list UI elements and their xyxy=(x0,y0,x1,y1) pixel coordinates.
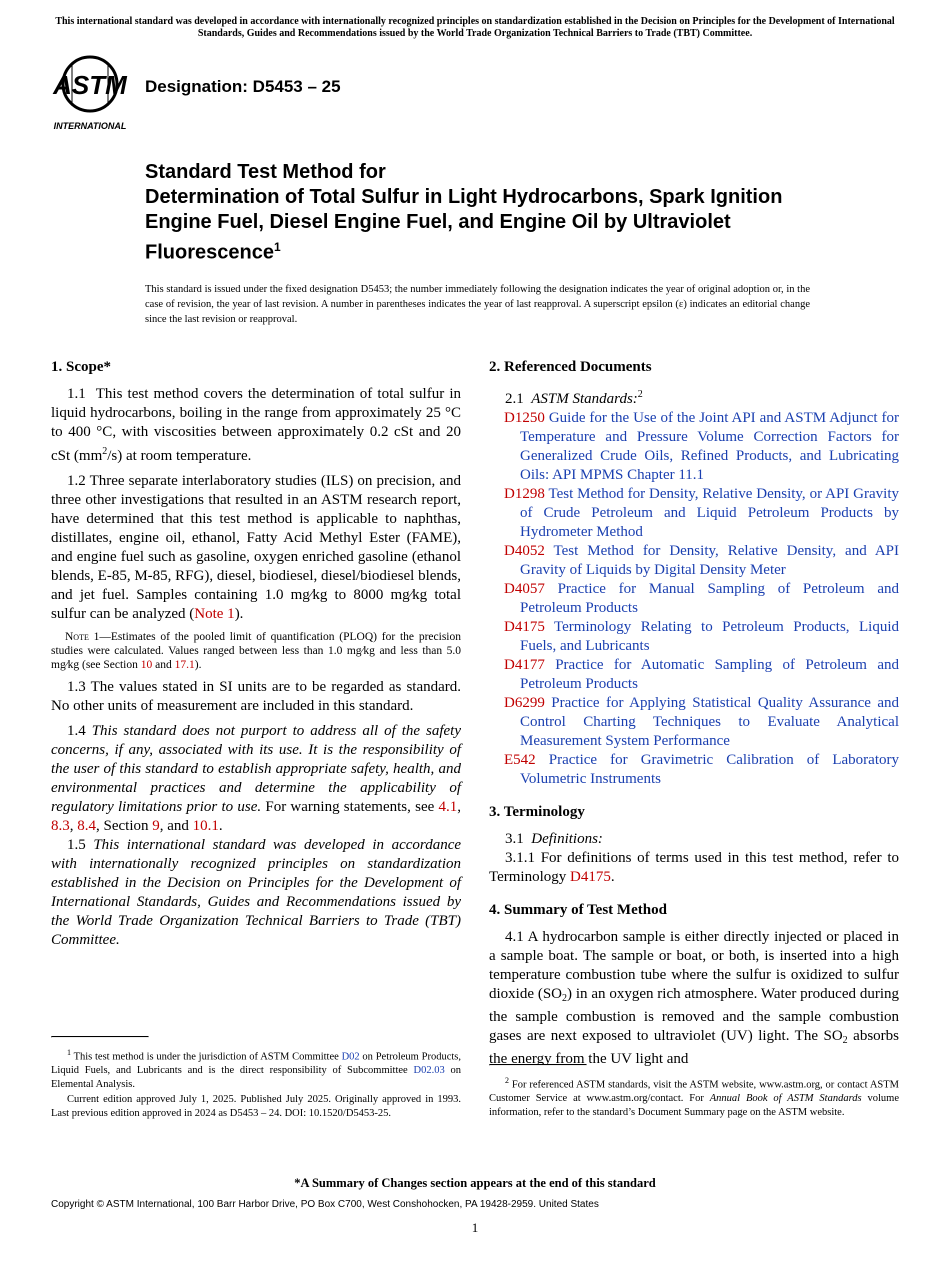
section-heading-terminology: 3. Terminology xyxy=(489,804,585,820)
top-notice: This international standard was developed in accordance with internationally recognized principles on standardization established in the Decision on Principles for the Development of International Standards, Guides and Recommendations issued by the World Trade Organization Technical Barriers to Trade (TBT) Committee. xyxy=(55,16,895,39)
d4175-link[interactable]: D4175 xyxy=(570,869,611,885)
note-label: Note xyxy=(65,631,89,643)
designation: Designation: D5453 – 25 xyxy=(145,77,341,96)
footnote-mark: 1 xyxy=(67,1048,71,1057)
astm-logo-icon xyxy=(52,54,136,132)
document-code-link[interactable]: D4052 xyxy=(504,543,545,559)
section-heading-scope: 1. Scope* xyxy=(51,359,111,375)
footnote-mark: 2 xyxy=(505,1076,509,1085)
subsection-3-1 xyxy=(489,830,899,849)
title-main-text: Determination of Total Sulfur in Light Hydrocarbons, Spark Ignition Engine Fuel, Diesel Engine Fuel, and Engine Oil by Ultraviolet Fluorescence xyxy=(145,186,783,264)
section-heading-referenced-documents: 2. Referenced Documents xyxy=(489,359,652,375)
section-4-1-link[interactable]: 4.1 xyxy=(438,799,458,815)
referenced-document xyxy=(489,542,899,580)
footnote-rule xyxy=(489,1064,587,1066)
logo-text: INTERNATIONAL xyxy=(53,121,127,131)
para-number: 1.5 xyxy=(67,837,86,853)
footnote-italic-text: Annual Book of ASTM Standards xyxy=(709,1093,862,1104)
para-text: For warning statements, see xyxy=(261,799,439,815)
section-heading-summary: 4. Summary of Test Method xyxy=(489,902,667,918)
para-number: 1.1 xyxy=(67,386,86,402)
page-number: 1 xyxy=(471,1220,479,1235)
para-text: ) in an oxygen rich atmosphere. Water produced during the sample combustion is removed and the sample combustion gases are next exposed to ultraviolet (UV) light. The SO xyxy=(489,986,899,1044)
footnote-text: This test method is under the jurisdiction of ASTM Committee xyxy=(73,1051,342,1063)
title-footnote-mark: 1 xyxy=(273,240,281,254)
paragraph-1-5 xyxy=(51,836,461,950)
summary-of-changes-note: *A Summary of Changes section appears at the end of this standard xyxy=(294,1176,656,1190)
section-8-4-link[interactable]: 8.4 xyxy=(77,818,96,834)
referenced-document xyxy=(489,580,899,618)
subscript: 2 xyxy=(842,1035,848,1046)
footnote-text: on Petroleum Products, Liquid Fuels, and Lubricants and is the direct responsibility of Subcommittee xyxy=(51,1051,461,1076)
para-number: 3.1 xyxy=(505,831,524,847)
section-9-link[interactable]: 9 xyxy=(152,818,160,834)
footnote-mark: 2 xyxy=(637,389,643,400)
title-line1: Standard Test Method for xyxy=(145,161,386,183)
section-10-1-link[interactable]: 10.1 xyxy=(192,818,219,834)
para-text: A hydrocarbon sample is either directly injected or placed in a sample boat. The sample or boat, or both, is inserted into a high temperature combustion tube where the sulfur is oxidized to sulfur dioxide (SO xyxy=(489,929,899,1002)
note-text: and xyxy=(152,659,175,671)
para-number: 1.4 xyxy=(67,723,86,739)
document-title-link[interactable]: Test Method for Density, Relative Density, and API Gravity of Liquids by Digital Density Meter xyxy=(520,543,899,578)
astm-logo xyxy=(52,54,136,132)
referenced-document xyxy=(489,485,899,542)
subsection-label: Definitions: xyxy=(531,831,603,847)
issuance-statement: This standard is issued under the fixed designation D5453; the number immediately following the designation indicates the year of original adoption or, in the case of revision, the year of last revision. A number in parentheses indicates the year of last reapproval. A superscript epsilon (ε) indicates an editorial change since the last revision or reapproval. xyxy=(145,284,810,325)
document-code-link[interactable]: D4177 xyxy=(504,657,545,673)
referenced-document xyxy=(489,618,899,656)
document-code-link[interactable]: D1298 xyxy=(504,486,545,502)
para-text: , and xyxy=(159,818,193,834)
document-title-link[interactable]: Practice for Manual Sampling of Petroleum and Petroleum Products xyxy=(520,581,899,616)
superscript: 2 xyxy=(102,446,108,457)
title-main xyxy=(145,185,845,266)
para-number: 4.1 xyxy=(505,929,524,945)
paragraph-4-1 xyxy=(489,928,899,1069)
footnote-text: volume information, refer to the standard’s Document Summary page on the ASTM website. xyxy=(489,1093,900,1118)
footnote-approval: Current edition approved July 1, 2025. Published July 2025. Originally approved in 1993. Last previous edition approved in 2024 as D5453 – 24. DOI: 10.1520/D5453-25. xyxy=(51,1094,461,1119)
subscript: 2 xyxy=(562,993,567,1004)
document-title-link[interactable]: Practice for Automatic Sampling of Petroleum and Petroleum Products xyxy=(520,657,899,692)
para-text: This test method covers the determination of total sulfur in liquid hydrocarbons, boiling in the range from approximately 25 °C to 400 °C, with viscosities between approximately 0.2 cSt and 20 cSt (mm xyxy=(51,386,462,464)
para-number: 3.1.1 xyxy=(505,850,535,866)
document-title xyxy=(145,160,845,266)
committee-d02-link[interactable]: D02 xyxy=(341,1051,360,1063)
referenced-document xyxy=(489,751,899,789)
note-1 xyxy=(51,630,461,672)
paragraph-3-1-1 xyxy=(489,849,899,887)
paragraph-1-3 xyxy=(51,678,461,716)
section-17-1-link[interactable]: 17.1 xyxy=(174,659,195,671)
para-text: absorbs the energy from the UV light and xyxy=(489,1028,899,1067)
note-1-link[interactable]: Note 1 xyxy=(194,606,235,622)
document-code-link[interactable]: E542 xyxy=(504,752,536,768)
para-number: 2.1 xyxy=(505,391,524,407)
para-text: /s) at room temperature. xyxy=(107,448,252,464)
paragraph-1-4: 1.4 This standard does not purport to address all of the safety concerns, if any, associated with its use. It is the responsibility of the user of this standard to establish appropriate safety, health, and environmental practices and determine the applicability of regulatory limitations prior to use. For warning statements, see 4.1, 8.3, 8.4, Section 9, and 10.1. xyxy=(51,723,462,834)
referenced-document xyxy=(489,656,899,694)
document-code-link[interactable]: D4175 xyxy=(504,619,545,635)
footnote-text: on Elemental Analysis. xyxy=(51,1065,461,1090)
document-code-link[interactable]: D4057 xyxy=(504,581,545,597)
para-italic-text: This standard does not purport to address all of the safety concerns, if any, associated with its use. It is the responsibility of the user of this standard to establish appropriate safety, health, and environmental practices and determine the applicability of regulatory limitations prior to use. xyxy=(51,723,462,815)
section-8-3-link[interactable]: 8.3 xyxy=(51,818,70,834)
subcommittee-d02-03-link[interactable]: D02.03 xyxy=(413,1065,445,1076)
footnotes-right xyxy=(489,1064,899,1119)
para-text: For definitions of terms used in this test method, refer to Terminology xyxy=(489,850,900,885)
document-title-link[interactable]: Practice for Applying Statistical Quality Assurance and Control Charting Techniques to Evaluate Analytical Measurement System Performance xyxy=(520,695,899,749)
para-text: ). xyxy=(234,606,244,622)
referenced-documents-list xyxy=(489,409,899,789)
document-title-link[interactable]: Terminology Relating to Petroleum Products, Liquid Fuels, and Lubricants xyxy=(520,619,899,654)
footnote-text: For referenced ASTM standards, visit the ASTM website, www.astm.org, or contact ASTM Customer Service at www.astm.org/contact. For xyxy=(489,1079,899,1104)
copyright-notice: Copyright © ASTM International, 100 Barr Harbor Drive, PO Box C700, West Conshohocken, PA 19428-2959. United States xyxy=(51,1199,599,1210)
section-10-link[interactable]: 10 xyxy=(140,659,153,671)
para-number: 1.3 xyxy=(67,679,86,695)
document-code-link[interactable]: D6299 xyxy=(504,695,545,711)
footnote-2 xyxy=(489,1074,899,1119)
para-text: Section xyxy=(103,818,153,834)
paragraph-1-1 xyxy=(51,385,461,466)
para-text: The values stated in SI units are to be regarded as standard. No other units of measurement are included in this standard. xyxy=(51,679,462,714)
document-title-link[interactable]: Practice for Gravimetric Calibration of Laboratory Volumetric Instruments xyxy=(520,752,899,787)
document-title-link[interactable]: Test Method for Density, Relative Density, or API Gravity of Crude Petroleum and Liquid Petroleum Products by Hydrometer Method xyxy=(520,486,899,540)
document-title-link[interactable]: Guide for the Use of the Joint API and ASTM Adjunct for Temperature and Pressure Volume Correction Factors for Generalized Crude Oils, Refined Products, and Lubricating Oils: API MPMS Chapter 11.1 xyxy=(520,410,899,483)
note-text: —Estimates of the pooled limit of quantification (PLOQ) for the precision studies were calculated. Values ranged between less than 1.0 mg⁄kg and less than 5.0 mg⁄kg (see Section xyxy=(51,631,461,671)
para-text: . xyxy=(610,869,615,885)
subsection-2-1 xyxy=(489,385,899,409)
paragraph-1-2 xyxy=(51,472,461,624)
note-text: ). xyxy=(194,659,202,671)
subsection-label: ASTM Standards: xyxy=(531,391,638,407)
document-code-link[interactable]: D1250 xyxy=(504,410,545,426)
footnote-1 xyxy=(51,1046,461,1091)
svg-text:ASTM: ASTM xyxy=(53,70,127,100)
referenced-document xyxy=(489,409,899,485)
para-text: . xyxy=(218,818,223,834)
referenced-document xyxy=(489,694,899,751)
para-number: 1.2 xyxy=(67,473,86,489)
left-column xyxy=(51,358,462,1119)
para-text: Three separate interlaboratory studies (ILS) on precision, and three other investigations that resulted in an ASTM research report, have determined that this test method is applicable to naphthas, distillates, engine oil, ethanol, Fatty Acid Methyl Ester (FAME), and engine fuel such as gasoline, oxygen enriched gasoline (ethanol blends, E-85, M-85, RFG), diesel, biodiesel, diesel/biodiesel blends, and jet fuel. Samples containing 1.0 mg⁄kg to 8000 mg⁄kg total sulfur can be analyzed ( xyxy=(51,473,462,622)
note-number: 1 xyxy=(93,631,100,643)
footnote-rule xyxy=(51,1036,149,1038)
footnotes-left xyxy=(51,1036,461,1120)
para-italic-text: This international standard was developed in accordance with internationally recognized principles on standardization established in the Decision on Principles for the Development of International Standards, Guides and Recommendations issued by the World Trade Organization Technical Barriers to Trade (TBT) Committee. xyxy=(51,837,462,948)
right-column xyxy=(489,358,900,1118)
